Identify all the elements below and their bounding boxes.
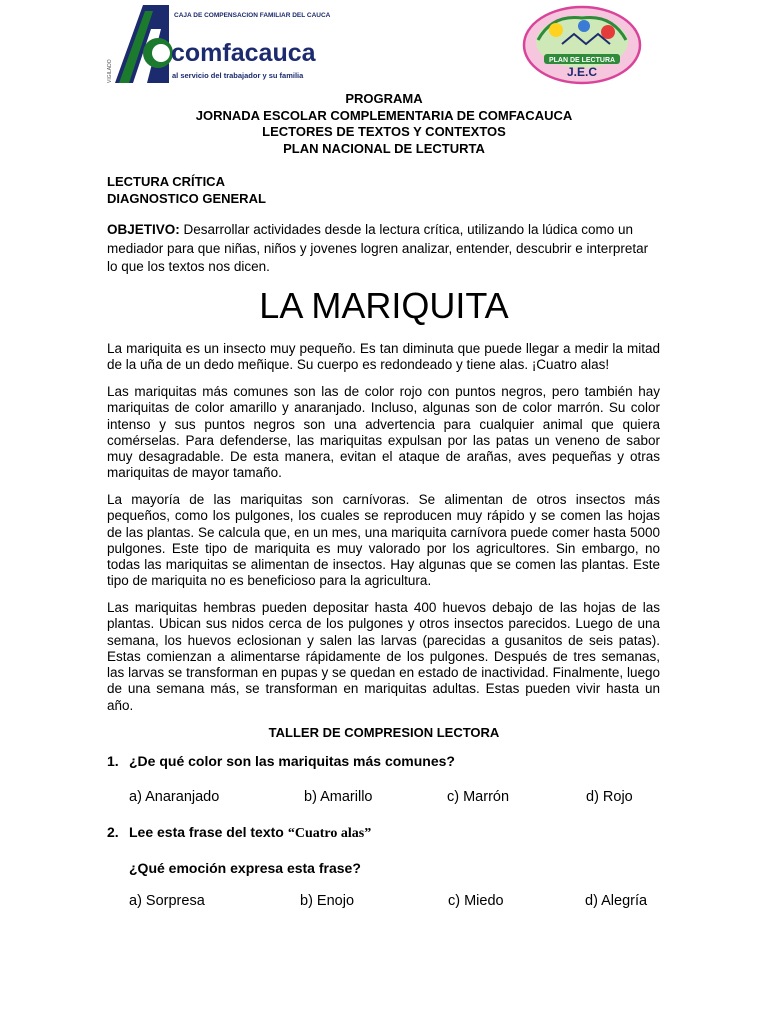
header-line-3: LECTORES DE TEXTOS Y CONTEXTOS bbox=[262, 124, 506, 139]
question-1-number: 1. bbox=[107, 753, 119, 769]
reading-labels bbox=[107, 173, 660, 207]
question-2-quote: “Cuatro alas” bbox=[287, 826, 372, 841]
q1-option-d[interactable]: d) Rojo bbox=[586, 789, 633, 805]
q2-option-a[interactable]: a) Sorpresa bbox=[129, 893, 205, 909]
q1-option-c[interactable]: c) Marrón bbox=[447, 789, 510, 805]
workshop-title: TALLER DE COMPRESION LECTORA bbox=[268, 725, 500, 740]
header-line-2: JORNADA ESCOLAR COMPLEMENTARIA DE COMFACAUCA bbox=[195, 107, 573, 123]
question-2-subquestion: ¿Qué emoción expresa esta frase? bbox=[129, 860, 361, 876]
logo-tagline-bottom: al servicio del trabajador y su familia bbox=[172, 71, 304, 80]
label-lectura-critica: LECTURA CRÍTICA bbox=[107, 174, 225, 189]
story-title: LA MARIQUITA bbox=[259, 285, 509, 326]
logo-side-text: VIGILADO bbox=[107, 59, 113, 83]
story-paragraph-3: La mayoría de las mariquitas son carnívoras. Se alimentan de otros insectos más pequeños, como los pulgones, los cuales se reproducen muy rápido y se comen las hojas de las plantas. Se calcula que, en un mes, una mariquita carnívora puede comer hasta 5000 pulgones. Este tipo de mariquita es muy valorado por los agricultores. Sin embargo, no todas las mariquitas se alimentan de insectos. Hay algunas que se comen las plantas. Este tipo de mariquita no es beneficioso para la agricultura. bbox=[107, 492, 660, 589]
question-2 bbox=[107, 824, 371, 842]
comfacauca-logo-graphic bbox=[107, 3, 331, 85]
program-header bbox=[0, 91, 768, 157]
objective-label: OBJETIVO: bbox=[107, 222, 180, 237]
question-1 bbox=[107, 753, 455, 769]
plan-lectura-jec-logo bbox=[522, 4, 642, 86]
story-paragraph-4: Las mariquitas hembras pueden depositar hasta 400 huevos debajo de las hojas de las plantas. Ubican sus nidos cerca de los pulgones y otros insectos parecidos. Luego de una semana, los huevos eclosionan y salen las larvas (parecidas a gusanitos de seis patas). Estas comienzan a alimentarse rápidamente de los pulgones. Después de tres semanas, las larvas se transforman en pupas y se quedan en estado de inactividad. Finalmente, luego de una semana más, se transforman en mariquitas adultas. Estas pueden vivir hasta un año. bbox=[107, 600, 660, 713]
badge-banner-text: PLAN DE LECTURA bbox=[548, 57, 616, 64]
q2-option-c[interactable]: c) Miedo bbox=[448, 893, 504, 909]
comfacauca-logo bbox=[107, 3, 331, 85]
badge-letters: J.E.C bbox=[566, 65, 598, 79]
story-paragraph-2: Las mariquitas más comunes son las de color rojo con puntos negros, pero también hay mariquitas de color amarillo y anaranjado. Incluso, algunas son de color marrón. Su color intenso y sus puntos negros son una advertencia para cualquier animal que quiera comérselas. Para defenderse, las mariquitas expulsan por las patas un veneno de sabor muy desagradable. De esta manera, evitan el ataque de arañas, aves pequeñas y otras mariquitas de mayor tamaño. bbox=[107, 384, 660, 481]
header-line-4: PLAN NACIONAL DE LECTURTA bbox=[283, 140, 485, 156]
q2-option-d[interactable]: d) Alegría bbox=[585, 893, 648, 909]
story-paragraph-1: La mariquita es un insecto muy pequeño. Es tan diminuta que puede llegar a medir la mitad de la uña de un dedo meñique. Su cuerpo es redondeado y tiene alas. ¡Cuatro alas! bbox=[107, 341, 660, 373]
logo-name: comfacauca bbox=[171, 39, 316, 67]
plan-lectura-badge bbox=[522, 4, 642, 86]
objective-block bbox=[107, 221, 660, 277]
label-diagnostico: DIAGNOSTICO GENERAL bbox=[107, 191, 266, 206]
q2-option-b[interactable]: b) Enojo bbox=[300, 893, 355, 909]
question-2-number: 2. bbox=[107, 824, 119, 840]
q1-option-b[interactable]: b) Amarillo bbox=[304, 789, 373, 805]
header-line-1: PROGRAMA bbox=[345, 91, 423, 106]
question-2-text: Lee esta frase del texto bbox=[129, 824, 284, 840]
objective-text: Desarrollar actividades desde la lectura crítica, utilizando la lúdica como un mediador para que niñas, niños y jovenes logren analizar, entender, descubrir e interpretar lo que los textos nos dicen. bbox=[107, 222, 649, 274]
logo-tagline-top: CAJA DE COMPENSACION FAMILIAR DEL CAUCA bbox=[174, 12, 331, 19]
question-1-text: ¿De qué color son las mariquitas más comunes? bbox=[129, 753, 455, 769]
q1-option-a[interactable]: a) Anaranjado bbox=[129, 789, 220, 805]
